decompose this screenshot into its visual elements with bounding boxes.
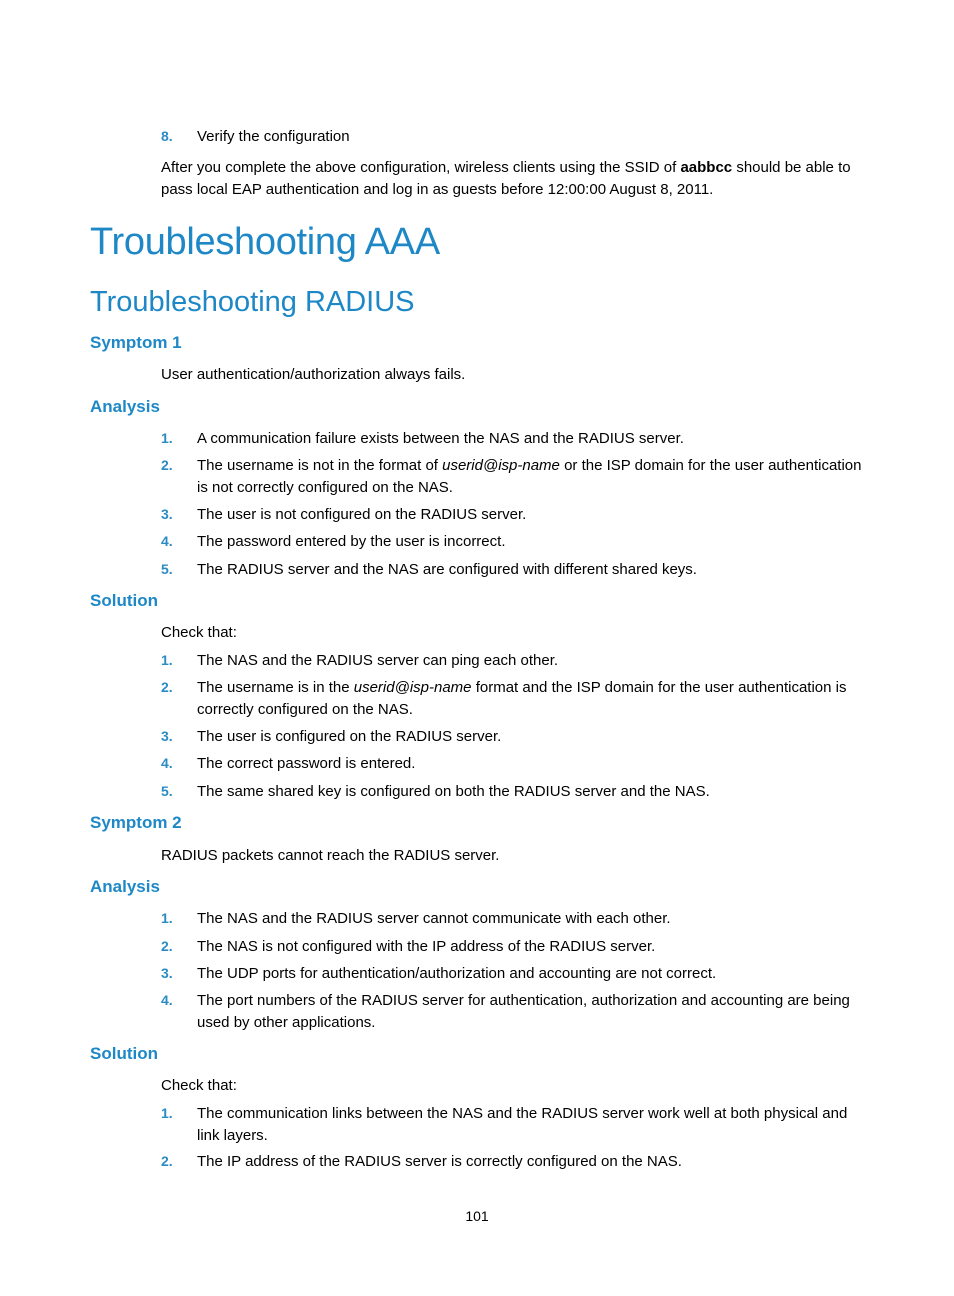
list-item-emphasis: userid@isp-name	[442, 457, 560, 474]
ssid-value: aabbcc	[680, 159, 733, 176]
section-title: Troubleshooting RADIUS	[90, 286, 415, 318]
symptom2-analysis-heading: Analysis	[90, 877, 160, 896]
list-item: The RADIUS server and the NAS are configured with different shared keys.	[197, 561, 697, 578]
intro-paragraph	[161, 157, 867, 200]
list-item-emphasis: userid@isp-name	[353, 679, 472, 696]
list-item: The correct password is entered.	[197, 755, 416, 772]
list-item: A communication failure exists between the NAS and the RADIUS server.	[197, 430, 684, 447]
list-number: 1.	[161, 1105, 173, 1121]
list-number: 1.	[161, 910, 173, 926]
symptom1-text: User authentication/authorization always fails.	[161, 366, 466, 383]
list-item: The user is configured on the RADIUS server.	[197, 728, 502, 745]
list-item: The NAS is not configured with the IP address of the RADIUS server.	[197, 938, 656, 955]
intro-paragraph-b: should be able to pass local EAP authentication and log in as guests before 12:00:00 August 8, 2011.	[161, 159, 851, 198]
list-item-post: format and the ISP domain for the user authentication is correctly configured on the NAS.	[197, 679, 847, 718]
list-number: 2.	[161, 1153, 173, 1169]
list-item	[197, 677, 867, 720]
list-number: 5.	[161, 783, 173, 799]
list-number: 1.	[161, 430, 173, 446]
step-text: Verify the configuration	[197, 128, 350, 145]
intro-paragraph-a: After you complete the above configuration, wireless clients using the SSID of	[161, 159, 681, 176]
symptom1-analysis-heading: Analysis	[90, 397, 160, 416]
list-item: The NAS and the RADIUS server cannot communicate with each other.	[197, 910, 671, 927]
list-number: 3.	[161, 506, 173, 522]
list-item-post: or the ISP domain for the user authentication is not correctly configured on the NAS.	[197, 457, 862, 496]
symptom2-heading: Symptom 2	[90, 813, 182, 832]
symptom2-solution-heading: Solution	[90, 1044, 158, 1063]
list-item: The password entered by the user is incorrect.	[197, 533, 506, 550]
solution-intro: Check that:	[161, 1077, 237, 1094]
step-number: 8.	[161, 128, 173, 144]
list-item: The IP address of the RADIUS server is correctly configured on the NAS.	[197, 1153, 682, 1170]
list-item	[197, 455, 867, 498]
page-title: Troubleshooting AAA	[90, 221, 440, 263]
list-item-pre: The username is not in the format of	[197, 457, 443, 474]
list-number: 2.	[161, 457, 173, 473]
list-number: 2.	[161, 679, 173, 695]
list-item: The NAS and the RADIUS server can ping each other.	[197, 652, 559, 669]
symptom1-solution-heading: Solution	[90, 591, 158, 610]
list-item: The same shared key is configured on both the RADIUS server and the NAS.	[197, 783, 710, 800]
list-number: 3.	[161, 965, 173, 981]
list-number: 4.	[161, 533, 173, 549]
list-item: The user is not configured on the RADIUS server.	[197, 506, 527, 523]
list-number: 5.	[161, 561, 173, 577]
list-number: 4.	[161, 992, 173, 1008]
list-number: 3.	[161, 728, 173, 744]
list-item: The port numbers of the RADIUS server for authentication, authorization and accounting are being used by other applications.	[197, 992, 850, 1031]
list-number: 2.	[161, 938, 173, 954]
page-number: 101	[465, 1208, 489, 1224]
solution-intro: Check that:	[161, 624, 237, 641]
list-item-pre: The username is in the	[197, 679, 354, 696]
list-number: 4.	[161, 755, 173, 771]
list-number: 1.	[161, 652, 173, 668]
list-item: The communication links between the NAS and the RADIUS server work well at both physical and link layers.	[197, 1105, 848, 1144]
symptom1-heading: Symptom 1	[90, 333, 182, 352]
list-item: The UDP ports for authentication/authorization and accounting are not correct.	[197, 965, 717, 982]
symptom2-text: RADIUS packets cannot reach the RADIUS server.	[161, 847, 500, 864]
